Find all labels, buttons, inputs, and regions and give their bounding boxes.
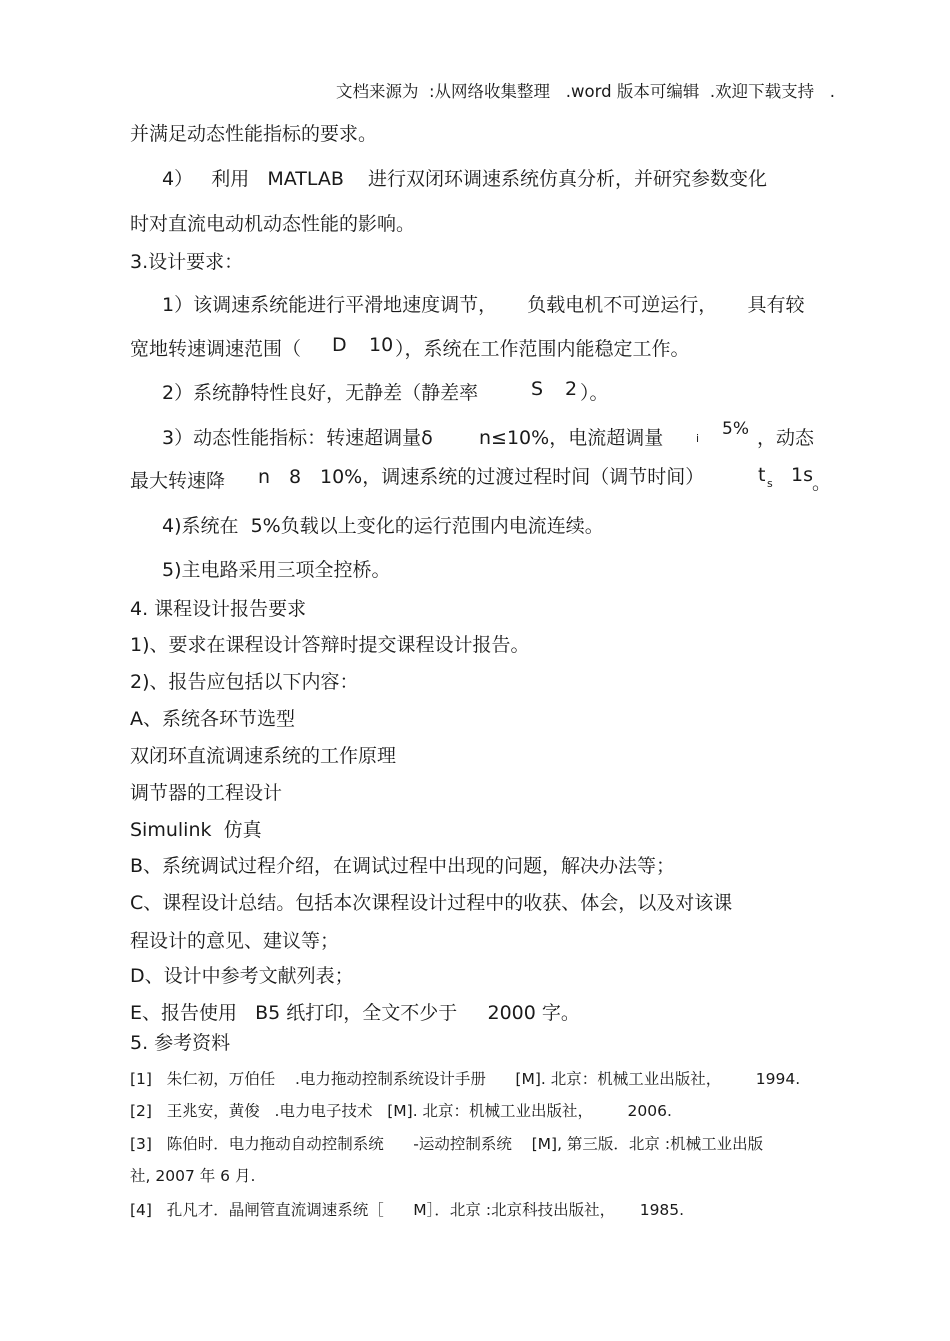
math-subscript: s [767,477,773,490]
text-line: 时对直流电动机动态性能的影响。 [130,213,416,235]
text-line: 3）动态性能指标：转速超调量δ [162,427,433,449]
page-header: 文档来源为 :从网络收集整理 .word 版本可编辑 .欢迎下载支持 . [336,82,836,101]
math-symbol: S [531,378,544,400]
text-line: 10%，调速系统的过渡过程时间（调节时间） [320,466,705,488]
math-value: 1s [791,464,813,486]
section-heading: 4. 课程设计报告要求 [130,598,307,620]
math-subscript: i [696,432,700,445]
reference-item: [4] 孔凡才．晶闸管直流调速系统［ M］．北京 :北京科技出版社， 1985. [130,1201,685,1219]
text-line: 。 [812,472,832,494]
text-line: D、设计中参考文献列表； [130,965,354,987]
math-symbol: D [332,334,347,356]
math-symbol: t [758,464,766,486]
text-line: ，动态 [757,427,815,449]
text-line: 4)系统在 5%负载以上变化的运行范围内电流连续。 [162,515,604,537]
text-line: 双闭环直流调速系统的工作原理 [130,745,397,767]
math-value: 10 [369,334,394,356]
reference-item: [2] 王兆安，黄俊 .电力电子技术 [M]. 北京：机械工业出版社， 2006. [130,1102,672,1120]
text-line: 1)、要求在课程设计答辩时提交课程设计报告。 [130,634,530,656]
text-line: 1）该调速系统能进行平滑地速度调节， 负载电机不可逆运行， 具有较 [162,294,805,316]
text-line: 宽地转速调速范围（ [130,338,302,360]
text-line: 并满足动态性能指标的要求。 [130,123,378,145]
text-line: 2）系统静特性良好，无静差（静差率 [162,382,479,404]
section-heading: 5. 参考资料 [130,1032,231,1054]
text-line: A、系统各环节选型 [130,708,295,730]
math-symbol: n [258,466,271,488]
text-line: n≤10%，电流超调量 [479,427,664,449]
math-value: 8 [289,466,302,488]
text-line: 4） 利用 MATLAB 进行双闭环调速系统仿真分析，并研究参数变化 [162,168,768,190]
text-line: 程设计的意见、建议等； [130,930,340,952]
text-line: E、报告使用 B5 纸打印，全文不少于 2000 字。 [130,1002,580,1024]
text-line: B、系统调试过程介绍，在调试过程中出现的问题，解决办法等； [130,855,676,877]
text-line: ），系统在工作范围内能稳定工作。 [395,338,690,360]
reference-item: [1] 朱仁初，万伯任 .电力拖动控制系统设计手册 [M]. 北京：机械工业出版社， 1994. [130,1070,801,1088]
text-line: 最大转速降 [130,470,226,492]
text-line: ）。 [580,382,609,404]
text-line: Simulink 仿真 [130,819,262,841]
reference-item: 社, 2007 年 6 月. [130,1167,256,1185]
text-line: 2)、报告应包括以下内容： [130,671,359,693]
math-value: 2 [565,378,578,400]
section-heading: 3.设计要求： [130,251,244,273]
reference-item: [3] 陈伯时．电力拖动自动控制系统 -运动控制系统 [M], 第三版．北京 :机械工业出版 [130,1135,764,1153]
math-value: 5% [722,419,749,439]
text-line: 调节器的工程设计 [130,782,283,804]
text-line: 5)主电路采用三项全控桥。 [162,559,391,581]
text-line: C、课程设计总结。包括本次课程设计过程中的收获、体会，以及对该课 [130,892,733,914]
